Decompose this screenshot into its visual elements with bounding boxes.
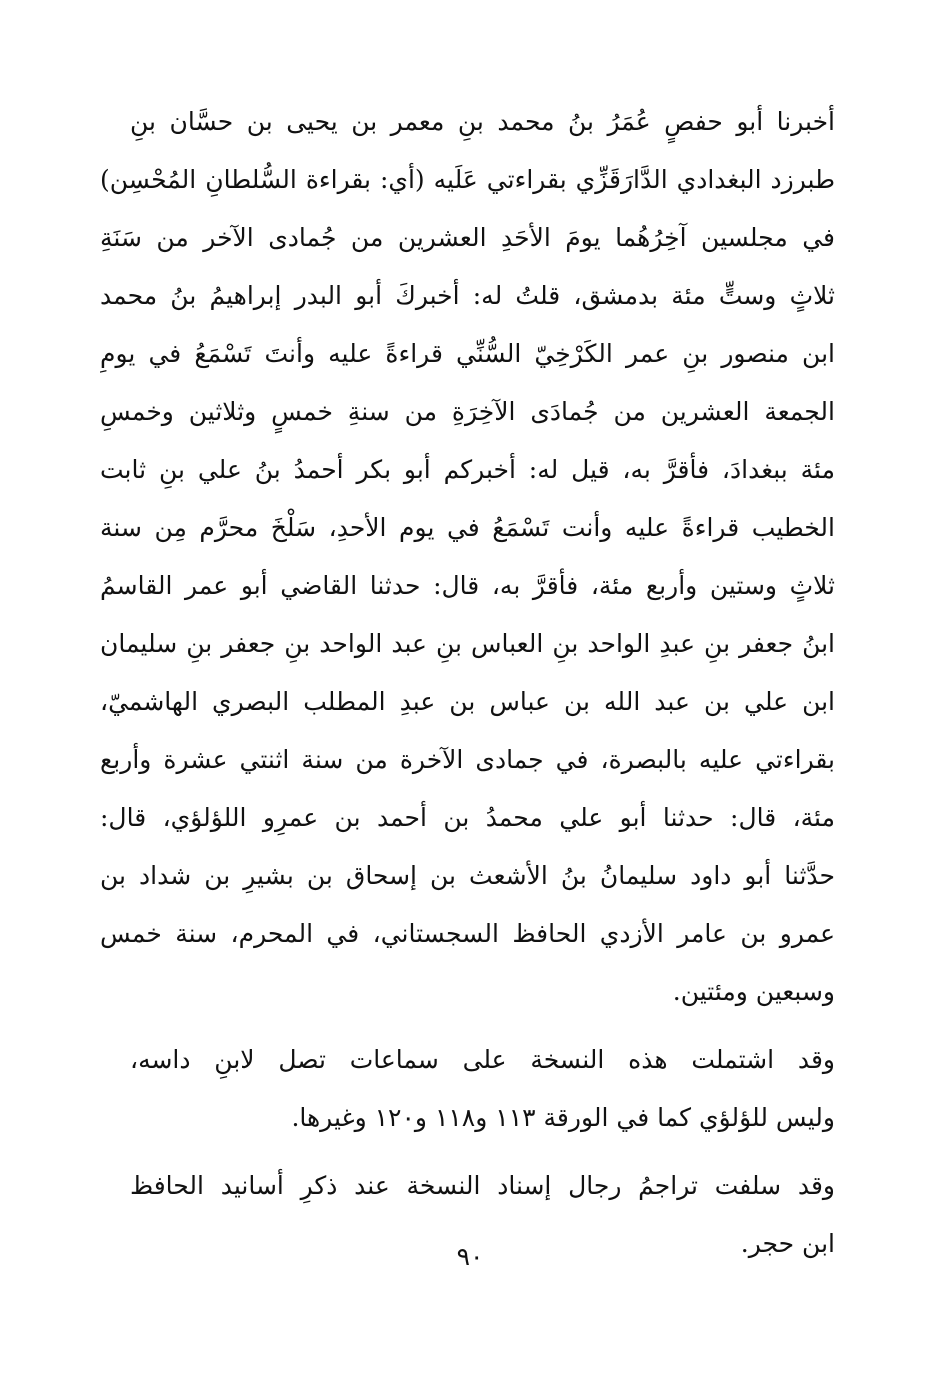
paragraph-1-line-14: حدَّثنا أبو داود سليمانُ بنُ الأشعث بن إسحاق بن بشيرِ بن شداد بن [100,861,835,890]
paragraph-1-line-1: أخبرنا أبو حفصٍ عُمَرُ بنُ محمد بنِ معمر بن يحيى بن حسَّان بنِ [130,107,835,136]
paragraph-1-line-13: مئة، قال: حدثنا أبو علي محمدُ بن أحمد بن عمرِو اللؤلؤي، قال: [100,803,835,832]
paragraph-2-line-2: وليس للؤلؤي كما في الورقة ١١٣ و١١٨ و١٢٠ وغيرها. [291,1103,835,1132]
paragraph-1-line-7: مئة ببغدادَ، فأقرَّ به، قيل له: أخبركم أبو بكر أحمدُ بنُ علي بنِ ثابت [100,455,835,484]
paragraph-1-line-2: طبرزد البغدادي الدَّارَقَزِّي بقراءتي عَلَيه (أي: بقراءة السُّلطانِ المُحْسِن) [100,165,835,194]
paragraph-1-line-16: وسبعين ومئتين. [672,977,835,1006]
paragraph-1-line-11: ابن علي بن عبد الله بن عباس بن عبدِ المطلب البصري الهاشميّ، [100,687,835,716]
paragraph-1-line-15: عمرو بن عامر الأزدي الحافظ السجستاني، في المحرم، سنة خمس [100,919,835,948]
paragraph-1-line-8: الخطيب قراءةً عليه وأنت تَسْمَعُ في يوم الأحدِ، سَلْخَ محرَّم مِن سنة [100,513,835,542]
paragraph-1-line-9: ثلاثٍ وستين وأربع مئة، فأقرَّ به، قال: حدثنا القاضي أبو عمر القاسمُ [100,571,835,600]
paragraph-1-line-3: في مجلسين آخِرُهُما يومَ الأحَدِ العشرين من جُمادى الآخر من سَنَةِ [100,223,835,252]
paragraph-1-line-12: بقراءتي عليه بالبصرة، في جمادى الآخرة من سنة اثنتي عشرة وأربع [100,745,835,774]
paragraph-1-line-10: ابنُ جعفر بنِ عبدِ الواحد بنِ العباس بنِ عبد الواحد بنِ جعفر بنِ سليمان [100,629,835,658]
paragraph-3-line-2: ابن حجر. [740,1229,835,1258]
paragraph-3-line-1: وقد سلفت تراجمُ رجال إسناد النسخة عند ذكرِ أسانيد الحافظ [130,1171,835,1200]
paragraph-1-line-6: الجمعة العشرين من جُمادَى الآخِرَةِ من سنةِ خمسٍ وثلاثين وخمسِ [100,397,835,426]
page-number: ٩٠ [456,1242,484,1271]
paragraph-2-line-1: وقد اشتملت هذه النسخة على سماعات تصل لابنِ داسه، [130,1045,835,1074]
paragraph-1-line-4: ثلاثٍ وستٍّ مئة بدمشق، قلتُ له: أخبركَ أبو البدر إبراهيمُ بنُ محمد [100,281,835,310]
paragraph-1-line-5: ابن منصور بنِ عمر الكَرْخِيّ السُّنِّي قراءةً عليه وأنتَ تَسْمَعُ في يومِ [100,339,835,368]
